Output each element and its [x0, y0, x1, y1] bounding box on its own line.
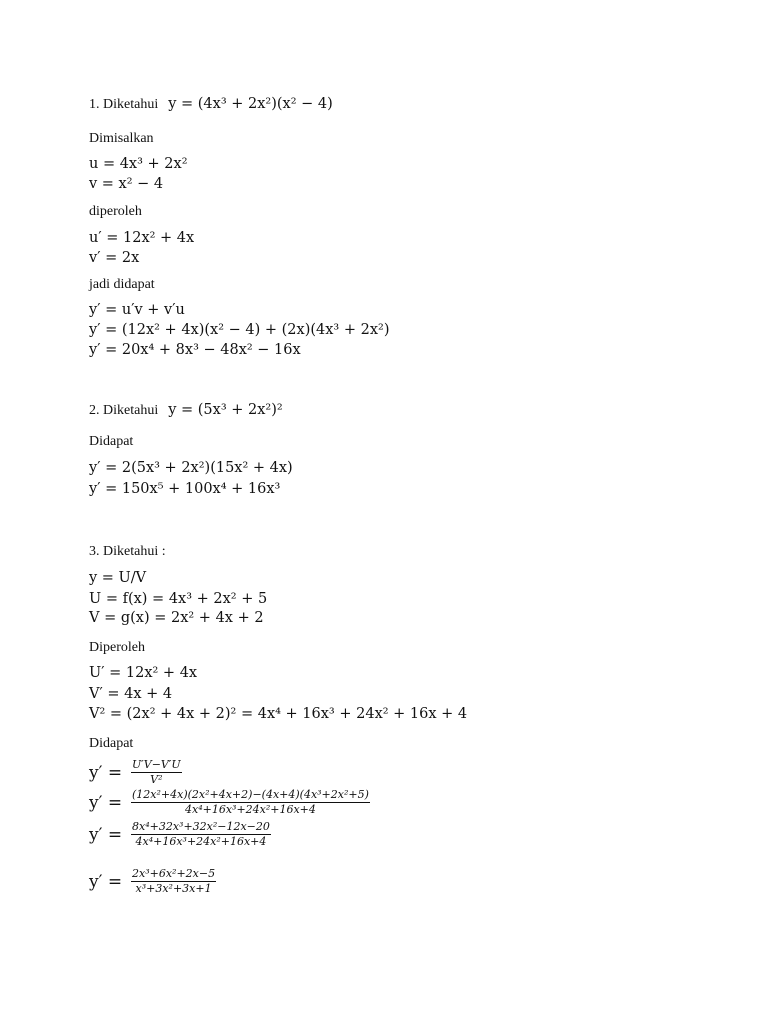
- problem-1-result-line-1: y′ = u′v + v′u: [89, 302, 185, 318]
- problem-2-heading-row: [89, 400, 283, 420]
- problem-1-u-prime: u′ = 12x² + 4x: [89, 230, 195, 246]
- result-lhs: y′ =: [89, 824, 123, 845]
- result-fraction: [131, 821, 271, 848]
- problem-2-result-line-2: y′ = 150x⁵ + 100x⁴ + 16x³: [89, 481, 281, 497]
- problem-3-result-line-3: [89, 821, 271, 848]
- problem-3-heading: 3. Diketahui :: [89, 544, 166, 559]
- problem-3-result-line-1: [89, 759, 182, 786]
- problem-1-result-label: jadi didapat: [89, 277, 155, 292]
- problem-3-given-y-text: y = U/V: [89, 570, 147, 586]
- fraction-numerator: (12x²+4x)(2x²+4x+2)−(4x+4)(4x³+2x²+5): [132, 788, 369, 801]
- problem-1-v-prime: v′ = 2x: [89, 250, 140, 266]
- problem-1-let-label: Dimisalkan: [89, 131, 154, 146]
- problem-3-given-y: [89, 568, 146, 588]
- fraction-denominator: 4x⁴+16x³+24x²+16x+4: [185, 803, 316, 816]
- result-lhs: y′ =: [89, 792, 123, 813]
- problem-1-result-line-3: y′ = 20x⁴ + 8x³ − 48x² − 16x: [89, 342, 301, 358]
- fraction-numerator: 2x³+6x²+2x−5: [132, 867, 216, 880]
- fraction-denominator: V²: [150, 773, 163, 786]
- result-fraction: [131, 759, 182, 786]
- problem-2-result-line-1: y′ = 2(5x³ + 2x²)(15x² + 4x): [89, 460, 293, 476]
- problem-1-result-line-2: y′ = (12x² + 4x)(x² − 4) + (2x)(4x³ + 2x²): [89, 322, 390, 338]
- fraction-denominator: x³+3x²+3x+1: [135, 882, 212, 895]
- fraction-numerator: U′V−V′U: [132, 758, 181, 771]
- problem-3-u-prime: U′ = 12x² + 4x: [89, 665, 198, 681]
- problem-1-heading: 1. Diketahui: [89, 97, 159, 112]
- problem-2-heading: 2. Diketahui: [89, 403, 159, 418]
- fraction-denominator: 4x⁴+16x³+24x²+16x+4: [135, 835, 267, 848]
- problem-3-given-u: U = f(x) = 4x³ + 2x² + 5: [89, 591, 268, 607]
- problem-1-given: y = (4x³ + 2x²)(x² − 4): [168, 96, 333, 112]
- problem-3-result-line-2: [89, 789, 370, 816]
- problem-3-given-v: V = g(x) = 2x² + 4x + 2: [89, 610, 264, 626]
- problem-2-given: y = (5x³ + 2x²)²: [168, 402, 283, 418]
- problem-3-result-label: Didapat: [89, 736, 134, 751]
- problem-1-obtained-label: diperoleh: [89, 204, 142, 219]
- fraction-numerator: 8x⁴+32x³+32x²−12x−20: [132, 820, 270, 833]
- problem-3-v-squared: V² = (2x² + 4x + 2)² = 4x⁴ + 16x³ + 24x² + 16x + 4: [89, 706, 468, 722]
- problem-3-obtained-label: Diperoleh: [89, 640, 145, 655]
- problem-3-result-line-4: [89, 868, 216, 895]
- problem-1-let-u: u = 4x³ + 2x²: [89, 156, 188, 172]
- problem-2-result-label: Didapat: [89, 434, 134, 449]
- result-fraction: [131, 789, 370, 816]
- result-lhs: y′ =: [89, 871, 123, 892]
- result-lhs: y′ =: [89, 762, 123, 783]
- problem-3-v-prime: V′ = 4x + 4: [89, 686, 173, 702]
- problem-1-let-v: v = x² − 4: [89, 176, 164, 192]
- result-fraction: [131, 868, 216, 895]
- problem-1-heading-row: [89, 94, 333, 114]
